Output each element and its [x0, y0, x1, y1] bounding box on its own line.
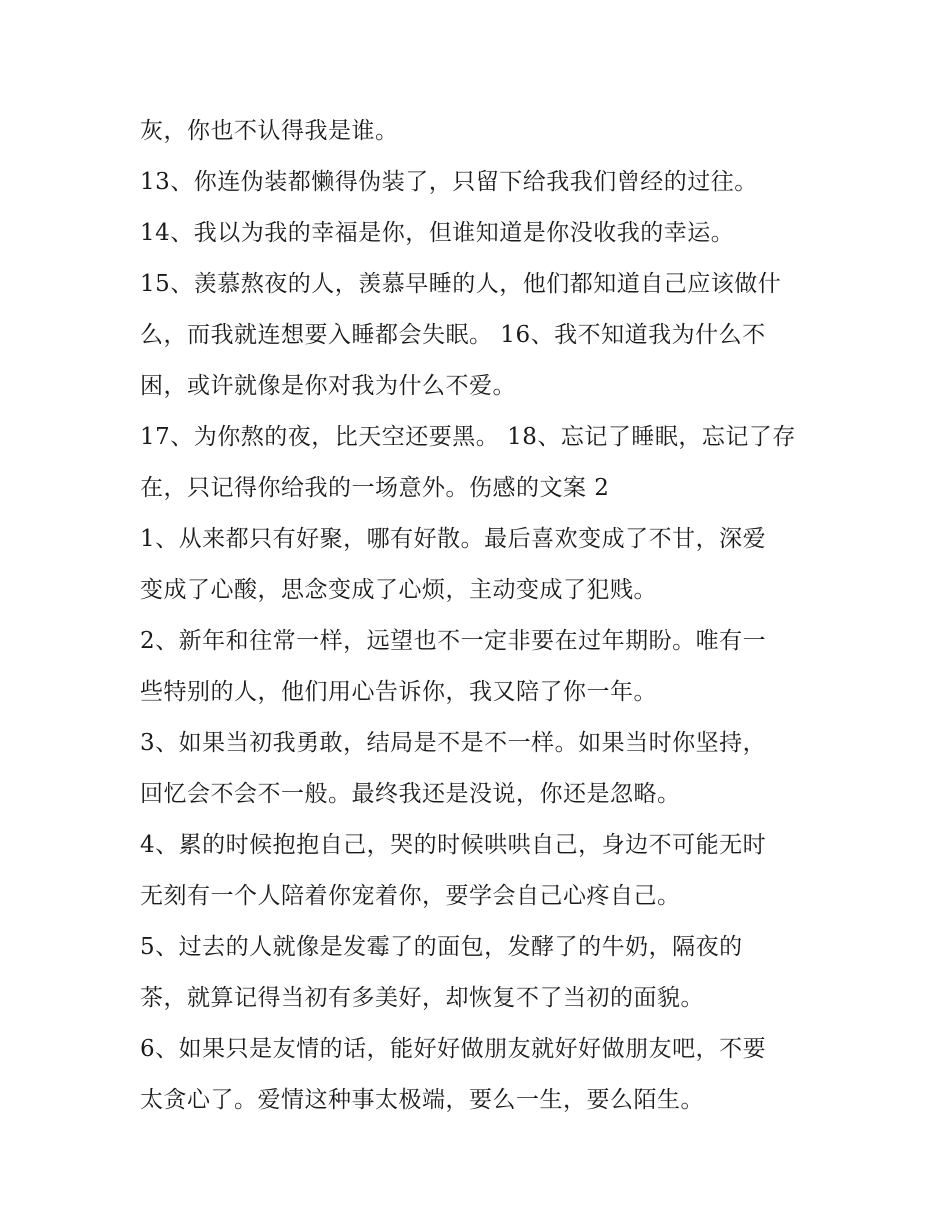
text-line: 茶，就算记得当初有多美好，却恢复不了当初的面貌。 [140, 985, 704, 1011]
text-line: 4、累的时候抱抱自己，哭的时候哄哄自己，身边不可能无时 [140, 832, 767, 858]
text-line: 3、如果当初我勇敢，结局是不是不一样。如果当时你坚持， [140, 730, 767, 756]
text-line: 5、过去的人就像是发霉了的面包，发酵了的牛奶，隔夜的 [140, 934, 743, 960]
text-line: 2、新年和往常一样，远望也不一定非要在过年期盼。唯有一 [140, 628, 767, 654]
text-line: 在，只记得你给我的一场意外。伤感的文案 2 [140, 475, 610, 501]
text-line: 无刻有一个人陪着你宠着你，要学会自己心疼自己。 [140, 883, 681, 909]
text-line: 6、如果只是友情的话，能好好做朋友就好好做朋友吧，不要 [140, 1036, 767, 1062]
text-line: 回忆会不会不一般。最终我还是没说，你还是忽略。 [140, 781, 681, 807]
text-line: 困，或许就像是你对我为什么不爱。 [140, 373, 516, 399]
text-line: 太贪心了。爱情这种事太极端，要么一生，要么陌生。 [140, 1087, 704, 1113]
text-line: 17、为你熬的夜，比天空还要黑。 18、忘记了睡眠，忘记了存 [140, 424, 796, 450]
text-line: 1、从来都只有好聚，哪有好散。最后喜欢变成了不甘，深爱 [140, 526, 767, 552]
text-line: 灰，你也不认得我是谁。 [140, 118, 399, 144]
text-line: 15、羡慕熬夜的人，羡慕早睡的人，他们都知道自己应该做什 [140, 271, 782, 297]
text-line: 么，而我就连想要入睡都会失眠。 16、我不知道我为什么不 [140, 322, 766, 348]
text-line: 13、你连伪装都懒得伪装了，只留下给我我们曾经的过往。 [140, 169, 758, 195]
document-body [140, 106, 820, 1126]
text-line: 14、我以为我的幸福是你，但谁知道是你没收我的幸运。 [140, 220, 735, 246]
text-line: 变成了心酸，思念变成了心烦，主动变成了犯贱。 [140, 577, 657, 603]
text-line: 些特别的人，他们用心告诉你，我又陪了你一年。 [140, 679, 657, 705]
